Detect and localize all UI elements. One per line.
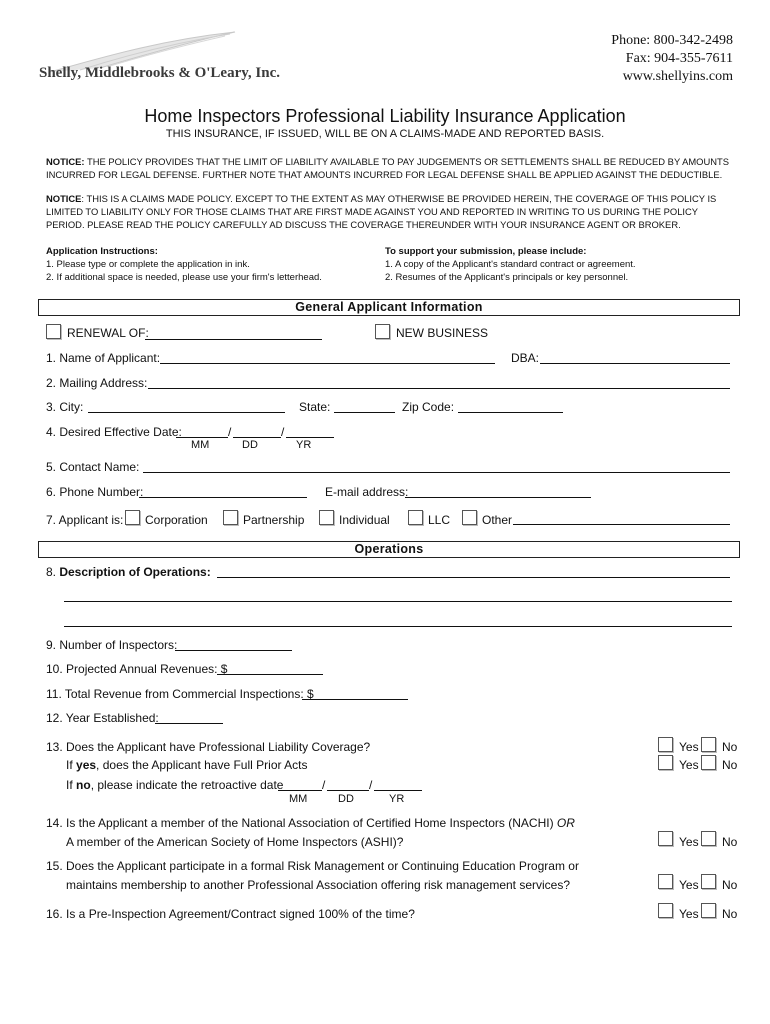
yes-label: Yes: [679, 907, 699, 921]
effective-date-label: 4. Desired Effective Date:: [46, 425, 182, 439]
q13-no-checkbox[interactable]: [701, 737, 716, 752]
projected-revenues-label: 10. Projected Annual Revenues: $: [46, 662, 228, 676]
renewal-checkbox[interactable]: [46, 324, 61, 339]
zip-field[interactable]: [458, 412, 563, 413]
city-field[interactable]: [88, 412, 285, 413]
dba-label: DBA:: [511, 351, 540, 365]
corporation-checkbox[interactable]: [125, 510, 140, 525]
description-operations-field[interactable]: [217, 577, 730, 578]
other-label: Other: [482, 513, 513, 527]
yes-label: Yes: [679, 758, 699, 772]
q14-yes-checkbox[interactable]: [658, 831, 673, 846]
year-established-field[interactable]: [155, 723, 223, 724]
individual-label: Individual: [339, 513, 390, 527]
dba-field[interactable]: [540, 363, 730, 364]
q16-no-checkbox[interactable]: [701, 903, 716, 918]
date-mm-caption: MM: [289, 793, 308, 805]
description-operations-field-line2[interactable]: [64, 601, 732, 602]
yes-label: Yes: [679, 878, 699, 892]
date-mm-caption: MM: [191, 439, 210, 451]
yes-label: Yes: [679, 740, 699, 754]
q14-no-checkbox[interactable]: [701, 831, 716, 846]
projected-revenues-field[interactable]: [217, 674, 323, 675]
notice-label: NOTICE: [46, 193, 82, 204]
page-title: Home Inspectors Professional Liability Insurance Application: [144, 106, 626, 126]
company-name: Shelly, Middlebrooks & O'Leary, Inc.: [39, 65, 281, 81]
date-yr-caption: YR: [389, 793, 405, 805]
date-dd-caption: DD: [338, 793, 354, 805]
new-business-label: NEW BUSINESS: [396, 326, 489, 340]
q13-prior-acts-prefix: If: [66, 758, 77, 772]
q13-prior-acts-suffix: , does the Applicant have Full Prior Acts: [96, 758, 308, 772]
description-operations-field-line3[interactable]: [64, 626, 732, 627]
number-inspectors-label: 9. Number of Inspectors:: [46, 638, 178, 652]
mailing-address-field[interactable]: [148, 388, 730, 389]
applicant-name-field[interactable]: [160, 363, 495, 364]
individual-checkbox[interactable]: [319, 510, 334, 525]
notice-text: : THIS IS A CLAIMS MADE POLICY. EXCEPT TO THE EXTENT AS MAY OTHERWISE BE PROVIDED HEREIN, THE COVERAGE OF THIS POLICY IS LIMITED TO LIABILITY ONLY FOR THOSE CLAIMS THAT ARE FIRST MADE AGAINST YOU AND REPORTED IN WRITING TO US DURING THE POLICY PERIOD. PLEASE READ THE POLICY CAREFULLY AD DISCUSS THE COVERAGE THEREUNDER WITH YOUR INSURANCE AGENT OR BROKER.: [46, 193, 717, 230]
support-heading: To support your submission, please include:: [385, 246, 587, 257]
page-subtitle: THIS INSURANCE, IF ISSUED, WILL BE ON A CLAIMS-MADE AND REPORTED BASIS.: [165, 128, 605, 140]
effective-date-dd-field[interactable]: [233, 437, 281, 438]
retroactive-date-dd-field[interactable]: [327, 790, 369, 791]
q16-label: 16. Is a Pre-Inspection Agreement/Contract signed 100% of the time?: [46, 907, 415, 921]
email-field[interactable]: [405, 497, 591, 498]
renewal-field[interactable]: [145, 339, 322, 340]
q14-or: OR: [556, 816, 575, 830]
date-separator: /: [281, 425, 285, 439]
retroactive-date-yr-field[interactable]: [374, 790, 422, 791]
company-website: www.shellyins.com: [622, 69, 733, 84]
contact-name-field[interactable]: [143, 472, 730, 473]
q16-yes-checkbox[interactable]: [658, 903, 673, 918]
date-separator: /: [322, 778, 326, 792]
q13-prior-acts-bold: yes: [76, 758, 97, 772]
applicant-name-label: 1. Name of Applicant:: [46, 351, 161, 365]
phone-number-field[interactable]: [139, 497, 307, 498]
prior-acts-no-checkbox[interactable]: [701, 755, 716, 770]
commercial-revenue-label: 11. Total Revenue from Commercial Inspections: $: [46, 687, 314, 701]
instructions-heading: Application Instructions:: [46, 246, 158, 257]
retroactive-date-mm-field[interactable]: [278, 790, 322, 791]
date-dd-caption: DD: [242, 439, 258, 451]
q15-no-checkbox[interactable]: [701, 874, 716, 889]
new-business-checkbox[interactable]: [375, 324, 390, 339]
llc-checkbox[interactable]: [408, 510, 423, 525]
company-fax: Fax: 904-355-7611: [625, 51, 733, 66]
company-phone: Phone: 800-342-2498: [611, 33, 733, 48]
other-field[interactable]: [513, 524, 730, 525]
retroactive-date-suffix: , please indicate the retroactive date: [90, 778, 284, 792]
notice-text: THE POLICY PROVIDES THAT THE LIMIT OF LIABILITY AVAILABLE TO PAY JUDGEMENTS OR SETTLEMENTS SHALL BE REDUCED BY AMOUNTS INCURRED FOR LEGAL DEFENSE. FURTHER NOTE THAT AMOUNTS INCURRED FOR LEGAL DEFENSE SHALL BE APPLIED AGAINST THE DEDUCTIBLE.: [46, 156, 729, 180]
date-separator: /: [228, 425, 232, 439]
partnership-checkbox[interactable]: [223, 510, 238, 525]
q14-line1: [46, 816, 575, 830]
no-label: No: [722, 878, 738, 892]
q13-prior-acts-label: [66, 758, 308, 772]
yes-label: Yes: [679, 835, 699, 849]
mailing-address-label: 2. Mailing Address:: [46, 376, 148, 390]
q15-yes-checkbox[interactable]: [658, 874, 673, 889]
date-separator: /: [369, 778, 373, 792]
no-label: No: [722, 758, 738, 772]
support-item: 2. Resumes of the Applicant's principals or key personnel.: [385, 272, 629, 283]
notice-legal-defense: [46, 155, 736, 181]
general-info-section-header: General Applicant Information: [38, 299, 740, 316]
effective-date-yr-field[interactable]: [286, 437, 334, 438]
commercial-revenue-field[interactable]: [302, 699, 408, 700]
q15-line2: maintains membership to another Professional Association offering risk management services?: [66, 878, 571, 892]
q14-text: 14. Is the Applicant a member of the National Association of Certified Home Inspectors (NACHI): [46, 816, 557, 830]
year-established-label: 12. Year Established:: [46, 711, 159, 725]
effective-date-mm-field[interactable]: [176, 437, 228, 438]
date-yr-caption: YR: [296, 439, 312, 451]
state-field[interactable]: [334, 412, 395, 413]
partnership-label: Partnership: [243, 513, 305, 527]
notice-label: NOTICE:: [46, 156, 85, 167]
state-label: State:: [299, 400, 331, 414]
no-label: No: [722, 907, 738, 921]
prior-acts-yes-checkbox[interactable]: [658, 755, 673, 770]
no-label: No: [722, 740, 738, 754]
llc-label: LLC: [428, 513, 451, 527]
instructions-item: 1. Please type or complete the application in ink.: [46, 259, 250, 270]
notice-claims-made: [46, 192, 736, 231]
email-label: E-mail address:: [325, 485, 409, 499]
number-inspectors-field[interactable]: [175, 650, 292, 651]
applicant-type-label: 7. Applicant is:: [46, 513, 124, 527]
instructions-item: 2. If additional space is needed, please use your firm's letterhead.: [46, 272, 322, 283]
retroactive-date-prefix: If: [66, 778, 77, 792]
zip-label: Zip Code:: [402, 400, 455, 414]
phone-number-label: 6. Phone Number:: [46, 485, 144, 499]
operations-section-header: Operations: [38, 541, 740, 558]
description-operations-label: 8. Description of Operations:: [46, 565, 211, 579]
contact-name-label: 5. Contact Name:: [46, 460, 140, 474]
q13-label: 13. Does the Applicant have Professional Liability Coverage?: [46, 740, 371, 754]
retroactive-date-label: [66, 778, 283, 792]
no-label: No: [722, 835, 738, 849]
support-item: 1. A copy of the Applicant's standard contract or agreement.: [385, 259, 636, 270]
retroactive-date-bold: no: [76, 778, 91, 792]
renewal-label: RENEWAL OF:: [67, 326, 149, 340]
city-label: 3. City:: [46, 400, 84, 414]
other-checkbox[interactable]: [462, 510, 477, 525]
q15-line1: 15. Does the Applicant participate in a formal Risk Management or Continuing Education Program or: [46, 859, 579, 873]
q13-yes-checkbox[interactable]: [658, 737, 673, 752]
corporation-label: Corporation: [145, 513, 208, 527]
q14-line2: A member of the American Society of Home Inspectors (ASHI)?: [66, 835, 404, 849]
